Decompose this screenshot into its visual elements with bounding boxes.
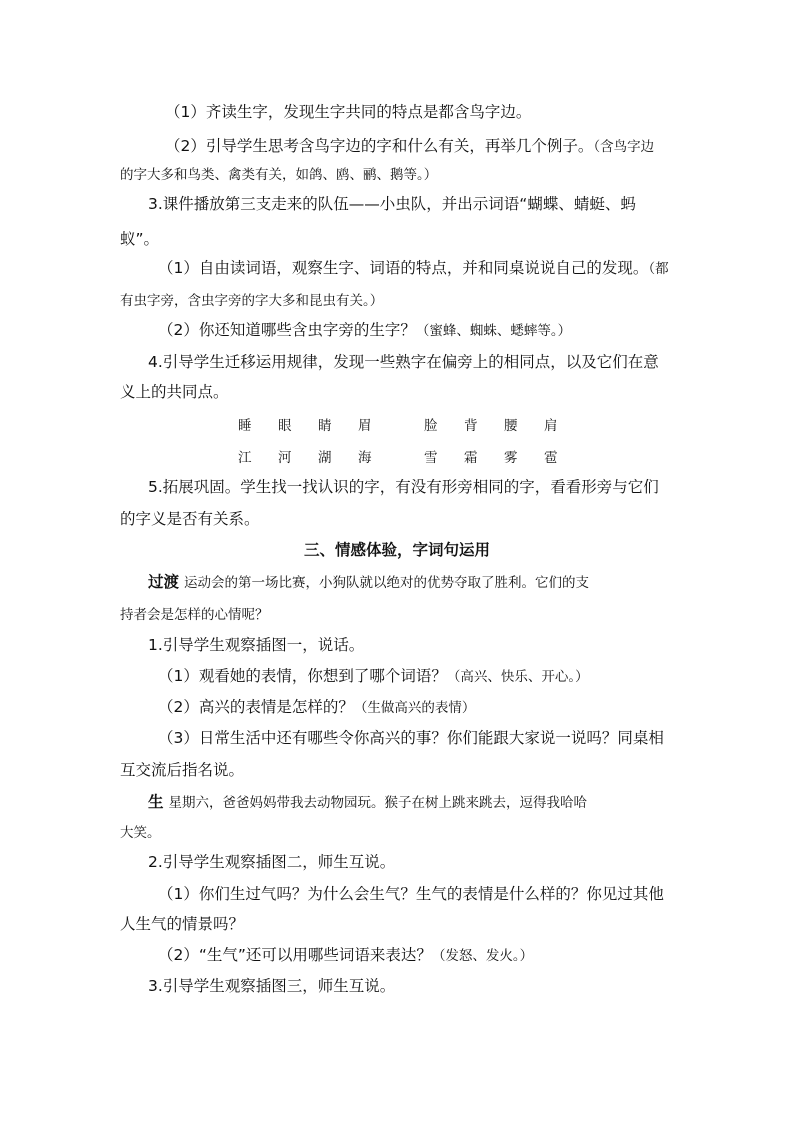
grid-char: 脸 (424, 418, 438, 434)
paragraph-line: 1.引导学生观察插图一，说话。 (148, 636, 365, 654)
grid-char: 眉 (358, 418, 372, 434)
grid-char: 睛 (318, 418, 332, 434)
grid-char: 雹 (544, 450, 558, 466)
grid-char: 肩 (544, 418, 558, 434)
paragraph-line: 持者会是怎样的心情呢？ (120, 607, 269, 623)
paragraph-line: 人生气的情景吗？ (120, 915, 245, 933)
paragraph-line: 2.引导学生观察插图二，师生互说。 (148, 853, 396, 871)
paragraph-line: 有虫字旁，含虫字旁的字大多和昆虫有关。） (120, 293, 384, 309)
paragraph-line: 义上的共同点。 (120, 383, 229, 401)
paragraph-line: 的字大多和鸟类、禽类有关，如鸽、鸥、鹂、鹅等。） (120, 167, 438, 183)
paragraph-line: 5.拓展巩固。学生找一找认识的字，有没有形旁相同的字，看看形旁与它们 (148, 478, 659, 496)
grid-char: 睡 (238, 418, 252, 434)
grid-char: 眼 (278, 418, 292, 434)
paragraph-line: （1）自由读词语，观察生字、词语的特点，并和同桌说说自己的发现。（都 (158, 259, 669, 277)
paragraph-line: 4.引导学生迁移运用规律，发现一些熟字在偏旁上的相同点，以及它们在意 (148, 353, 659, 371)
paragraph-line: 蚁”。 (120, 230, 160, 248)
grid-char: 霜 (464, 450, 478, 466)
paragraph-line: （1）你们生过气吗？为什么会生气？生气的表情是什么样的？你见过其他 (158, 885, 664, 903)
paragraph-line: （2）“生气”还可以用哪些词语来表达？（发怒、发火。） (158, 946, 534, 964)
grid-char: 雪 (424, 450, 438, 466)
grid-char: 江 (238, 450, 252, 466)
paragraph-line: （2）高兴的表情是怎样的？（生做高兴的表情） (158, 698, 476, 716)
grid-char: 背 (464, 418, 478, 434)
grid-char: 雾 (504, 450, 518, 466)
grid-char: 海 (358, 450, 372, 466)
paragraph-line: 生 星期六，爸爸妈妈带我去动物园玩。猴子在树上跳来跳去，逗得我哈哈 (148, 793, 587, 811)
character-grid (0, 414, 794, 464)
paragraph-line: （1）齐读生字，发现生字共同的特点是都含鸟字边。 (165, 103, 532, 121)
grid-char: 河 (278, 450, 292, 466)
paragraph-line: 互交流后指名说。 (120, 761, 245, 779)
grid-char: 湖 (318, 450, 332, 466)
paragraph-line: （3）日常生活中还有哪些令你高兴的事？你们能跟大家说一说吗？同桌相 (158, 729, 664, 747)
paragraph-line: （1）观看她的表情，你想到了哪个词语？（高兴、快乐、开心。） (158, 667, 589, 685)
paragraph-line: 过渡 运动会的第一场比赛，小狗队就以绝对的优势夺取了胜利。它们的支 (148, 573, 589, 591)
paragraph-line: （2）引导学生思考含鸟字边的字和什么有关，再举几个例子。（含鸟字边 (165, 137, 655, 155)
section-heading: 三、情感体验，字词句运用 (303, 541, 490, 559)
paragraph-line: 3.引导学生观察插图三，师生互说。 (148, 977, 396, 995)
paragraph-line: 的字义是否有关系。 (120, 510, 260, 528)
paragraph-line: （2）你还知道哪些含虫字旁的生字？（蜜蜂、蜘蛛、蟋蟀等。） (158, 321, 572, 339)
paragraph-line: 大笑。 (120, 825, 161, 841)
grid-char: 腰 (504, 418, 518, 434)
paragraph-line: 3.课件播放第三支走来的队伍——小虫队，并出示词语“蝴蝶、蜻蜓、蚂 (148, 195, 636, 213)
